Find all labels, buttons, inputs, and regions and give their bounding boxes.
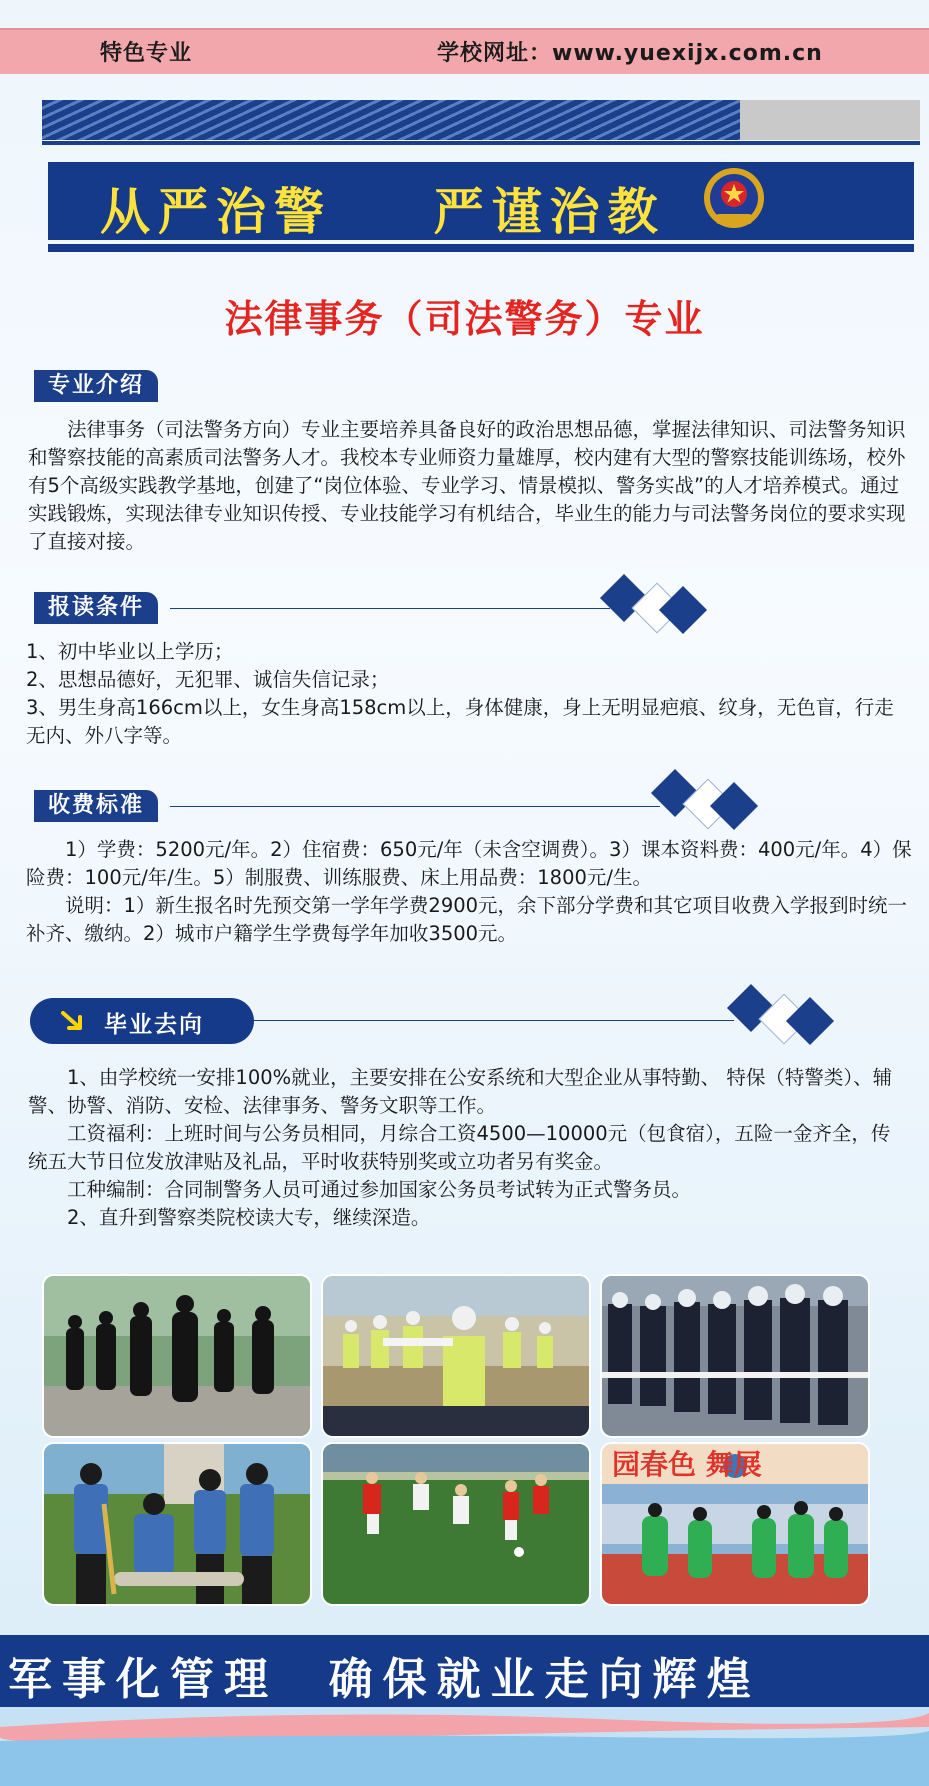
divider-line xyxy=(48,244,914,252)
requirements-list xyxy=(26,638,906,750)
photo-police-band xyxy=(44,1444,310,1604)
career-line: 2、直升到警察类院校读大专，继续深造。 xyxy=(67,1206,431,1229)
photo-dance-performance xyxy=(602,1444,868,1604)
photo-police-march xyxy=(602,1276,868,1436)
section-line xyxy=(170,806,660,807)
fees-line: 1）学费：5200元/年。2）住宿费：650元/年（未含空调费）。3）课本资料费：400元/年。4）保险费：100元/年/生。5）制服费、训练服费、床上用品费：1800元/生。 xyxy=(26,838,912,889)
fees-text xyxy=(26,836,916,948)
requirement-item: 3、男生身高166cm以上，女生身高158cm以上，身体健康，身上无明显疤痕、纹身，无色盲，行走无内、外八字等。 xyxy=(26,696,894,747)
section-tag-intro: 专业介绍 xyxy=(34,370,158,402)
sign-text: 园春色 舞展 xyxy=(612,1448,762,1481)
section-line xyxy=(254,1020,734,1021)
requirement-item: 1、初中毕业以上学历； xyxy=(26,640,234,663)
career-line: 工资福利：上班时间与公务员相同，月综合工资4500—10000元（包食宿），五险一金齐全，传统五大节日位发放津贴及礼品，平时收获特别奖或立功者另有奖金。 xyxy=(28,1122,891,1173)
school-website[interactable]: 学校网址：www.yuexijx.com.cn xyxy=(437,41,823,66)
intro-text: 法律事务（司法警务方向）专业主要培养具备良好的政治思想品德，掌握法律知识、司法警务知识和警察技能的高素质司法警务人才。我校本专业师资力量雄厚，校内建有大型的警察技能训练场，校外有5个高级实践教学基地，创建了“岗位体验、专业学习、情景模拟、警务实战”的人才培养模式。通过实践锻炼，实现法律专业知识传授、专业技能学习有机结合，毕业生的能力与司法警务岗位的要求实现了直接对接。 xyxy=(28,418,906,553)
career-line: 工种编制：合同制警务人员可通过参加国家公务员考试转为正式警务员。 xyxy=(67,1178,692,1201)
main-title: 法律事务（司法警务）专业 xyxy=(224,297,705,341)
career-label: 毕业去向 xyxy=(104,1012,204,1038)
section-tag-requirements: 报读条件 xyxy=(34,592,158,624)
fees-note: 说明：1）新生报名时先预交第一学年学费2900元，余下部分学费和其它项目收费入学报到时统一补齐、缴纳。2）城市户籍学生学费每学年加收3500元。 xyxy=(26,894,908,945)
divider-line xyxy=(42,141,920,145)
section-line xyxy=(170,608,610,609)
motto-text: 从严治警 严谨治教 xyxy=(100,183,666,241)
feature-label: 特色专业 xyxy=(100,41,193,66)
career-text xyxy=(28,1064,908,1232)
section-tag-fees: 收费标准 xyxy=(34,790,158,822)
photo-traffic-police-drill xyxy=(323,1276,589,1436)
bottom-wave-decoration xyxy=(0,1707,929,1786)
photo-football-match xyxy=(323,1444,589,1604)
bottom-slogan: 军事化管理 确保就业走向辉煌 xyxy=(8,1654,761,1705)
photo-special-police-training xyxy=(44,1276,310,1436)
career-line: 1、由学校统一安排100%就业，主要安排在公安系统和大型企业从事特勤、 特保（特警类）、辅警、协警、消防、安检、法律事务、警务文职等工作。 xyxy=(28,1066,893,1117)
grey-bar xyxy=(740,100,920,140)
stripe-bar xyxy=(42,100,762,140)
requirement-item: 2、思想品德好，无犯罪、诚信失信记录； xyxy=(26,668,390,691)
arrow-icon xyxy=(60,1008,86,1034)
police-badge-icon xyxy=(698,164,770,236)
